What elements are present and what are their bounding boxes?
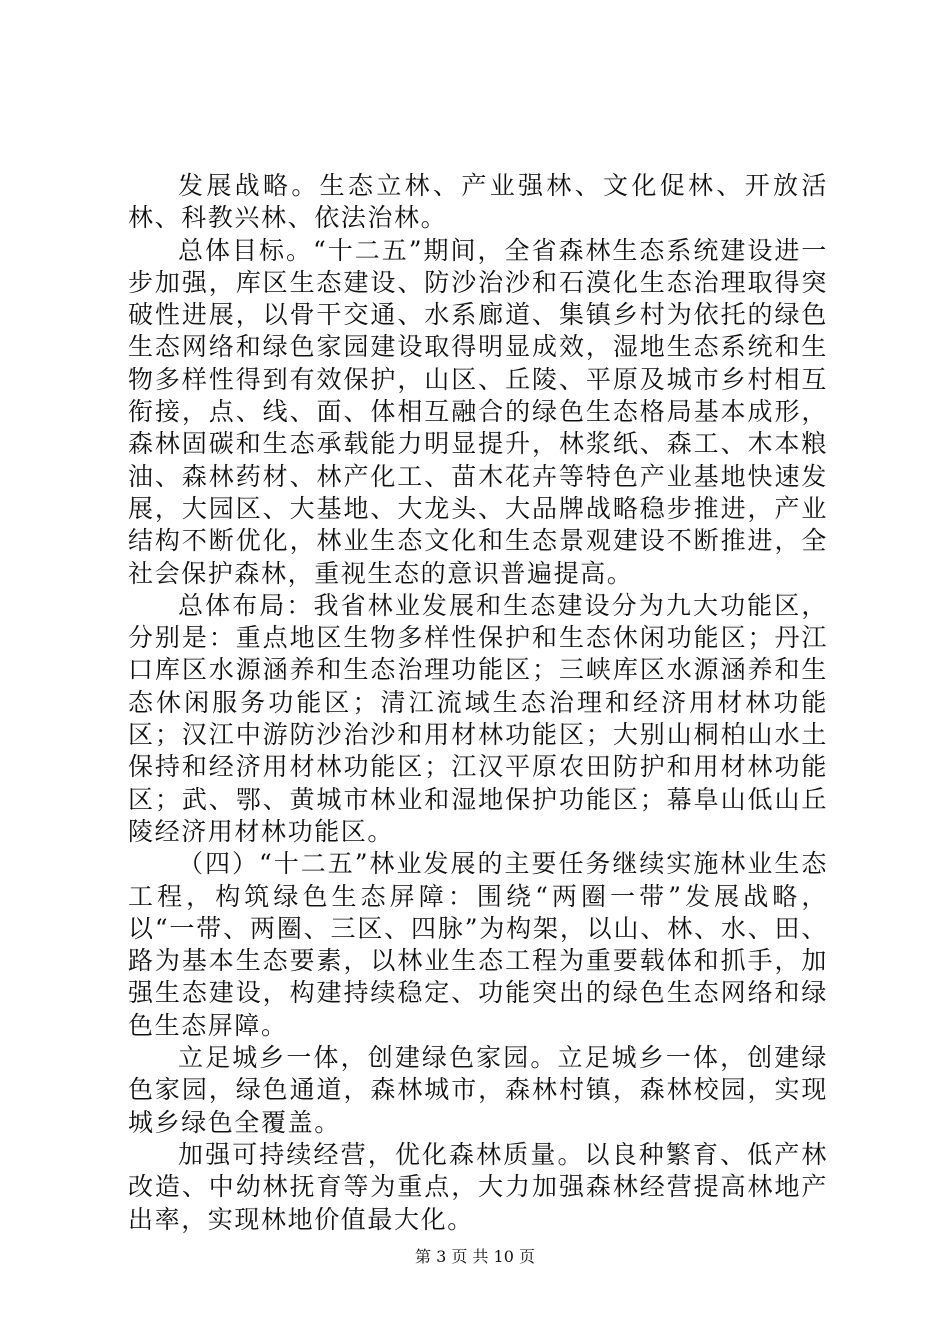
- paragraph-overall-layout: 总体布局：我省林业发展和生态建设分为九大功能区，分别是：重点地区生物多样性保护和生态休闲功能区；丹江口库区水源涵养和生态治理功能区；三峡库区水源涵养和生态休闲服务功能区；清江流域生态治理和经济用材林功能区；汉江中游防沙治沙和用材林功能区；大别山桐柏山水土保持和经济用材林功能区；江汉平原农田防护和用材林功能区；武、鄂、黄城市林业和湿地保护功能区；幕阜山低山丘陵经济用材林功能区。: [128, 590, 828, 846]
- document-body: [128, 170, 828, 1236]
- paragraph-main-tasks: （四）“十二五”林业发展的主要任务继续实施林业生态工程，构筑绿色生态屏障：围绕“两圈一带”发展战略，以“一带、两圈、三区、四脉”为构架，以山、林、水、田、路为基本生态要素，以林业生态工程为重要载体和抓手，加强生态建设，构建持续稳定、功能突出的绿色生态网络和绿色生态屏障。: [128, 849, 828, 1040]
- paragraph-forest-quality: 加强可持续经营，优化森林质量。以良种繁育、低产林改造、中幼林抚育等为重点，大力加强森林经营提高林地产出率，实现林地价值最大化。: [128, 1139, 828, 1234]
- page-footer: 第 3 页 共 10 页: [415, 1247, 535, 1266]
- paragraph-overall-goal: 总体目标。“十二五”期间，全省森林生态系统建设进一步加强，库区生态建设、防沙治沙和石漠化生态治理取得突破性进展，以骨干交通、水系廊道、集镇乡村为依托的绿色生态网络和绿色家园建设取得明显成效，湿地生态系统和生物多样性得到有效保护，山区、丘陵、平原及城市乡村相互衔接，点、线、面、体相互融合的绿色生态格局基本成形，森林固碳和生态承载能力明显提升，林浆纸、森工、木本粮油、森林药材、林产化工、苗木花卉等特色产业基地快速发展，大园区、大基地、大龙头、大品牌战略稳步推进，产业结构不断优化，林业生态文化和生态景观建设不断推进，全社会保护森林，重视生态的意识普遍提高。: [128, 235, 828, 588]
- paragraph-strategy: 发展战略。生态立林、产业强林、文化促林、开放活林、科教兴林、依法治林。: [128, 171, 828, 233]
- paragraph-green-homeland: 立足城乡一体，创建绿色家园。立足城乡一体，创建绿色家园，绿色通道，森林城市，森林村镇，森林校园，实现城乡绿色全覆盖。: [128, 1043, 828, 1137]
